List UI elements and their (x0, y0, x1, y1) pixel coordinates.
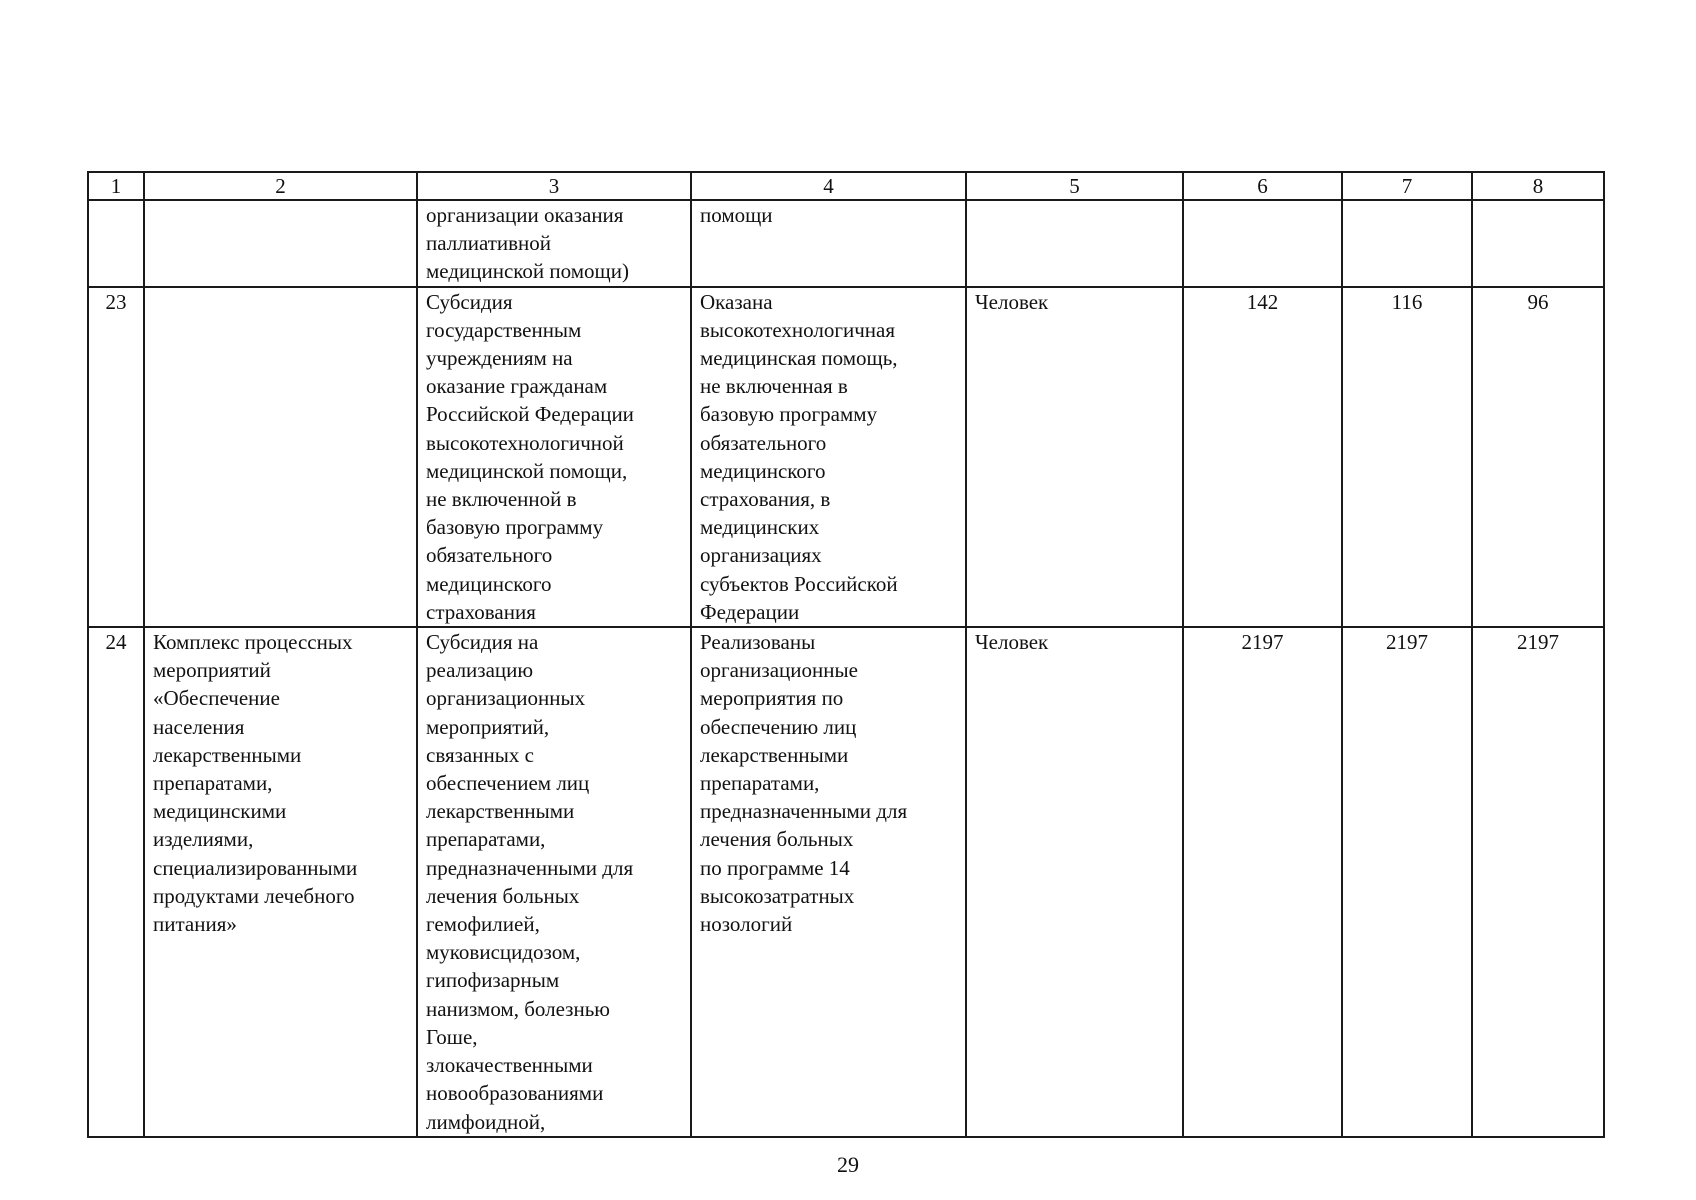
value-cell: 96 (1472, 287, 1604, 627)
header-cell: 4 (691, 172, 966, 200)
header-cell: 5 (966, 172, 1183, 200)
value-cell (1472, 200, 1604, 287)
result-cell: Реализованы организационные мероприятия по обеспечению лиц лекарственными препаратами, предназначенными для лечения больных по программе 14 высокозатратных нозологий (691, 627, 966, 1137)
program-name-cell (144, 200, 417, 287)
unit-cell (966, 200, 1183, 287)
unit-cell: Человек (966, 627, 1183, 1137)
row-number-cell: 23 (88, 287, 144, 627)
row-number-cell: 24 (88, 627, 144, 1137)
value-cell: 2197 (1342, 627, 1472, 1137)
result-cell: Оказана высокотехнологичная медицинская помощь, не включенная в базовую программу обязательного медицинского страхования, в медицинских организациях субъектов Российской Федерации (691, 287, 966, 627)
program-name-cell: Комплекс процессных мероприятий «Обеспечение населения лекарственными препаратами, медицинскими изделиями, специализированными продуктами лечебного питания» (144, 627, 417, 1137)
header-cell: 3 (417, 172, 691, 200)
row-number-cell (88, 200, 144, 287)
data-table (87, 171, 1605, 1138)
table-row (88, 627, 1604, 1137)
value-cell (1342, 200, 1472, 287)
measure-cell: организации оказания паллиативной медицинской помощи) (417, 200, 691, 287)
unit-cell: Человек (966, 287, 1183, 627)
table-row (88, 287, 1604, 627)
header-cell: 1 (88, 172, 144, 200)
value-cell: 142 (1183, 287, 1342, 627)
header-cell: 6 (1183, 172, 1342, 200)
value-cell: 2197 (1183, 627, 1342, 1137)
table-row (88, 200, 1604, 287)
value-cell (1183, 200, 1342, 287)
page-number: 29 (837, 1152, 859, 1177)
value-cell: 2197 (1472, 627, 1604, 1137)
measure-cell: Субсидия государственным учреждениям на оказание гражданам Российской Федерации высокотехнологичной медицинской помощи, не включенной в базовую программу обязательного медицинского страхования (417, 287, 691, 627)
header-cell: 7 (1342, 172, 1472, 200)
table-header-row (88, 172, 1604, 200)
header-cell: 2 (144, 172, 417, 200)
header-cell: 8 (1472, 172, 1604, 200)
result-cell: помощи (691, 200, 966, 287)
value-cell: 116 (1342, 287, 1472, 627)
measure-cell: Субсидия на реализацию организационных мероприятий, связанных с обеспечением лиц лекарственными препаратами, предназначенными для лечения больных гемофилией, муковисцидозом, гипофизарным нанизмом, болезнью Гоше, злокачественными новообразованиями лимфоидной, (417, 627, 691, 1137)
program-name-cell (144, 287, 417, 627)
